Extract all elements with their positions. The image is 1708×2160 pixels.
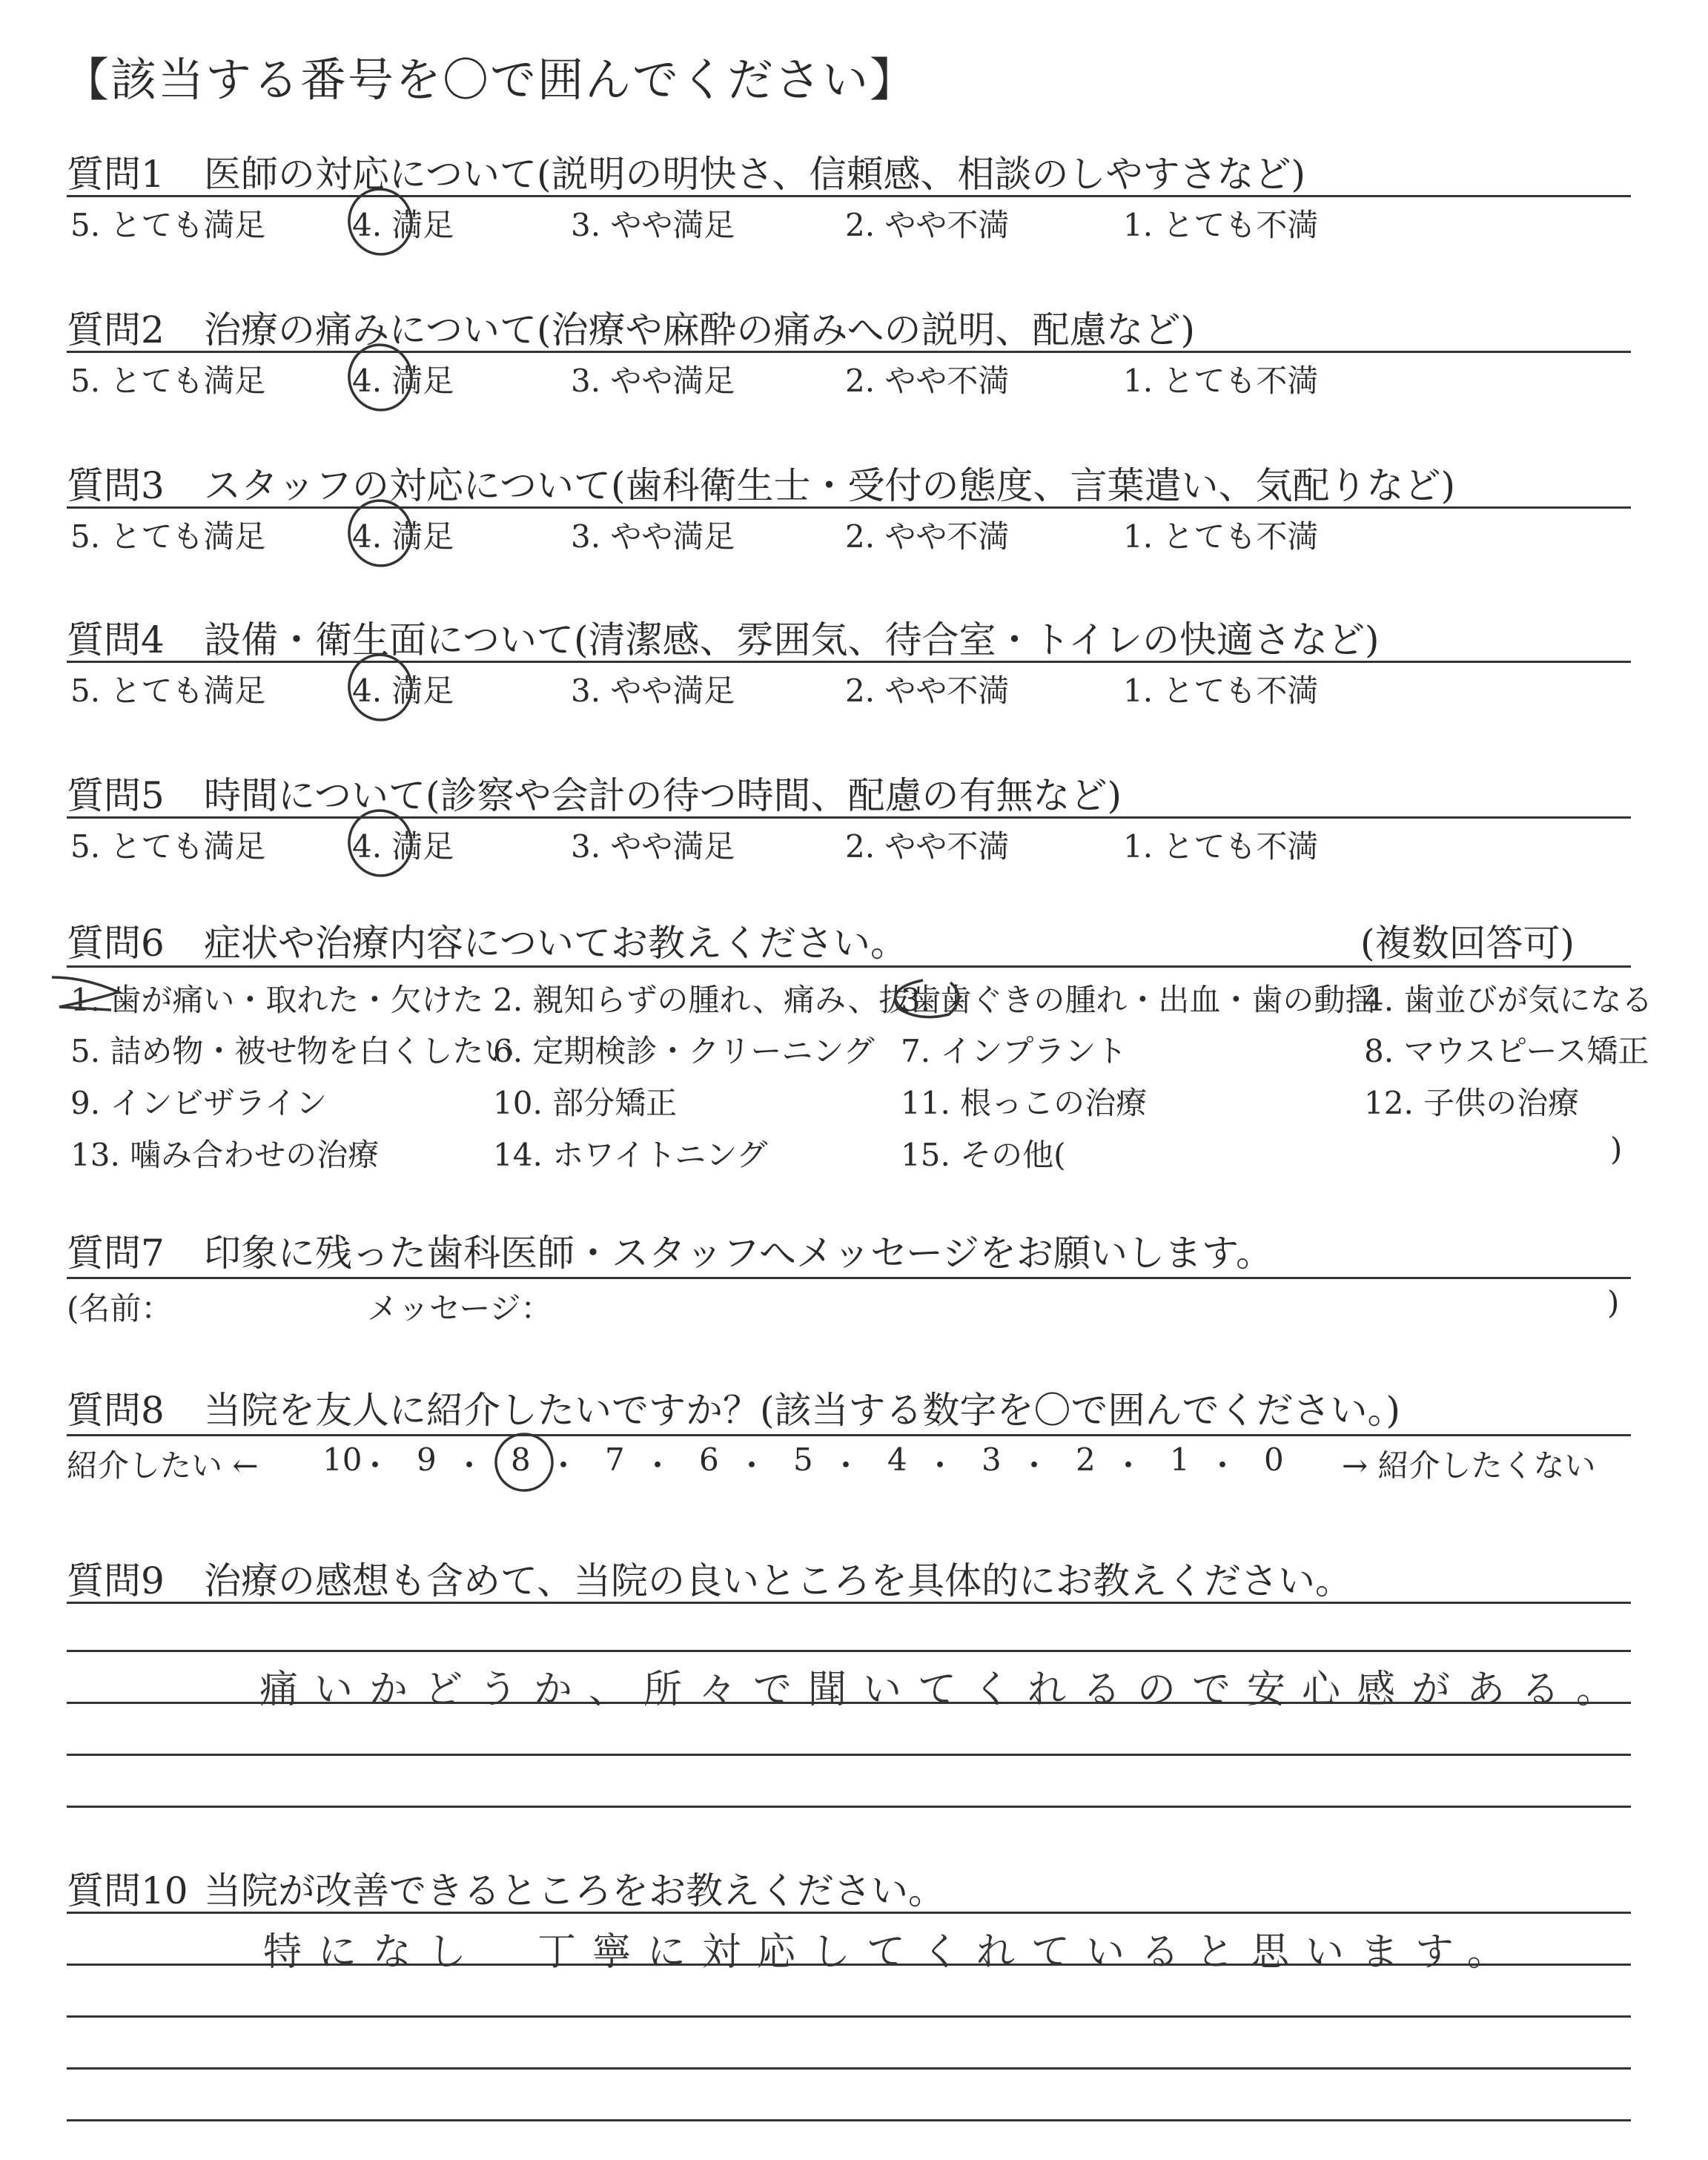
- q8-score-7[interactable]: 7: [605, 1441, 625, 1478]
- q1-text: 医師の対応について(説明の明快さ、信頼感、相談のしやすさなど): [204, 153, 1306, 196]
- q7-label: 質問7: [67, 1232, 165, 1275]
- q8-score-4[interactable]: 4: [887, 1441, 907, 1478]
- q6-option-13[interactable]: 13. 噛み合わせの治療: [70, 1137, 380, 1173]
- q8-separator: ・: [736, 1447, 768, 1484]
- q5-option-5[interactable]: 5. とても満足: [70, 828, 266, 865]
- q6-option-3[interactable]: 3. 歯ぐきの腫れ・出血・歯の動揺: [901, 982, 1377, 1018]
- q6-option-12[interactable]: 12. 子供の治療: [1364, 1085, 1580, 1121]
- q8-separator: ・: [830, 1447, 862, 1484]
- q6-option-11[interactable]: 11. 根っこの治療: [901, 1085, 1148, 1121]
- q8-separator: ・: [1207, 1447, 1239, 1484]
- q8-text: 当院を友人に紹介したいですか？(該当する数字を〇で囲んでください。): [204, 1389, 1401, 1432]
- q6-option-5[interactable]: 5. 詰め物・被せ物を白くしたい: [70, 1033, 515, 1069]
- q8-separator: ・: [1113, 1447, 1145, 1484]
- q6-option-1-mark: [52, 977, 119, 1010]
- q4-option-2[interactable]: 2. やや不満: [845, 673, 1010, 709]
- q3-selection-circle: [343, 495, 417, 572]
- q4-label: 質問4: [67, 618, 165, 661]
- q2-option-1[interactable]: 1. とても不満: [1123, 363, 1319, 399]
- q8-selection-circle: [492, 1430, 556, 1494]
- q7-message-label: メッセージ：: [367, 1290, 552, 1327]
- q2-selection-circle: [343, 339, 417, 416]
- q7-name-label: (名前：: [67, 1290, 173, 1327]
- q2-label: 質問2: [67, 308, 165, 351]
- q2-option-2[interactable]: 2. やや不満: [845, 363, 1010, 399]
- q8-score-1[interactable]: 1: [1170, 1441, 1190, 1478]
- q1-option-2[interactable]: 2. やや不満: [845, 207, 1010, 243]
- q9-handwritten-answer: 痛いかどうか、所々で聞いてくれるので安心感がある。: [259, 1668, 1632, 1712]
- q9-label: 質問9: [67, 1559, 165, 1602]
- q4-option-1[interactable]: 1. とても不満: [1123, 673, 1319, 709]
- q8-label: 質問8: [67, 1389, 165, 1432]
- page-title: 【該当する番号を〇で囲んでください】: [63, 53, 918, 107]
- q8-score-5[interactable]: 5: [793, 1441, 813, 1478]
- q1-option-3[interactable]: 3. やや満足: [571, 207, 735, 243]
- q8-separator: ・: [454, 1447, 486, 1484]
- q8-separator: ・: [1019, 1447, 1050, 1484]
- q6-label: 質問6: [67, 922, 165, 965]
- q5-option-2[interactable]: 2. やや不満: [845, 828, 1010, 865]
- q8-separator: ・: [548, 1447, 580, 1484]
- q3-option-4[interactable]: 4. 満足: [352, 518, 454, 555]
- q2-option-4[interactable]: 4. 満足: [352, 363, 454, 399]
- q4-selection-circle: [343, 649, 417, 726]
- q2-option-5[interactable]: 5. とても満足: [70, 363, 266, 399]
- q2-option-3[interactable]: 3. やや満足: [571, 363, 735, 399]
- q9-text: 治療の感想も含めて、当院の良いところを具体的にお教えください。: [204, 1559, 1352, 1602]
- q1-option-1[interactable]: 1. とても不満: [1123, 207, 1319, 243]
- q6-option-2[interactable]: 2. 親知らずの腫れ、痛み、抜歯: [493, 982, 941, 1018]
- q6-option-9[interactable]: 9. インビザライン: [70, 1085, 328, 1121]
- q4-option-3[interactable]: 3. やや満足: [571, 673, 735, 709]
- q6-option-7[interactable]: 7. インプラント: [901, 1033, 1128, 1069]
- q8-separator: ・: [924, 1447, 956, 1484]
- q3-label: 質問3: [67, 464, 165, 507]
- q5-selection-circle: [343, 805, 417, 882]
- q2-text: 治療の痛みについて(治療や麻酔の痛みへの説明、配慮など): [204, 308, 1196, 351]
- q1-option-5[interactable]: 5. とても満足: [70, 207, 266, 243]
- q7-close-paren: ): [1607, 1284, 1620, 1321]
- q1-option-4[interactable]: 4. 満足: [352, 207, 454, 243]
- q5-text: 時間について(診察や会計の待つ時間、配慮の有無など): [204, 774, 1122, 817]
- q8-score-10[interactable]: 10: [322, 1441, 363, 1478]
- q7-text: 印象に残った歯科医師・スタッフへメッセージをお願いします。: [204, 1232, 1273, 1275]
- q3-option-5[interactable]: 5. とても満足: [70, 518, 266, 555]
- q4-text: 設備・衛生面について(清潔感、雰囲気、待合室・トイレの快適さなど): [204, 618, 1380, 661]
- q5-option-1[interactable]: 1. とても不満: [1123, 828, 1319, 865]
- q5-label: 質問5: [67, 774, 165, 817]
- q8-score-0[interactable]: 0: [1264, 1441, 1284, 1478]
- q6-text: 症状や治療内容についてお教えください。: [204, 922, 907, 965]
- q6-option-15[interactable]: 15. その他(: [901, 1137, 1066, 1173]
- q10-text: 当院が改善できるところをお教えください。: [204, 1869, 945, 1912]
- q8-score-2[interactable]: 2: [1076, 1441, 1096, 1478]
- q3-option-3[interactable]: 3. やや満足: [571, 518, 735, 555]
- q10-label: 質問10: [67, 1869, 188, 1912]
- q3-option-2[interactable]: 2. やや不満: [845, 518, 1010, 555]
- q3-option-1[interactable]: 1. とても不満: [1123, 518, 1319, 555]
- q8-left-label: 紹介したい ←: [67, 1447, 259, 1484]
- q8-score-6[interactable]: 6: [699, 1441, 719, 1478]
- q6-note: (複数回答可): [1360, 922, 1575, 965]
- q10-handwritten-answer: 特になし 丁寧に対応してくれていると思います。: [263, 1930, 1522, 1975]
- q8-right-label: → 紹介したくない: [1342, 1447, 1596, 1484]
- q8-separator: ・: [642, 1447, 674, 1484]
- q8-score-9[interactable]: 9: [417, 1441, 437, 1478]
- q8-separator: ・: [360, 1447, 391, 1484]
- q6-option-10[interactable]: 10. 部分矯正: [493, 1085, 678, 1121]
- q6-other-close-paren: ): [1610, 1131, 1623, 1167]
- q8-score-3[interactable]: 3: [982, 1441, 1002, 1478]
- q6-option-8[interactable]: 8. マウスピース矯正: [1364, 1033, 1649, 1069]
- q6-option-3-circle: [896, 980, 959, 1017]
- q1-selection-circle: [343, 183, 417, 260]
- q6-option-1[interactable]: 1. 歯が痛い・取れた・欠けた: [70, 982, 484, 1018]
- q3-text: スタッフの対応について(歯科衛生士・受付の態度、言葉遣い、気配りなど): [204, 464, 1456, 507]
- q5-option-4[interactable]: 4. 満足: [352, 828, 454, 865]
- q4-option-5[interactable]: 5. とても満足: [70, 673, 266, 709]
- q5-option-3[interactable]: 3. やや満足: [571, 828, 735, 865]
- q6-option-14[interactable]: 14. ホワイトニング: [493, 1137, 768, 1173]
- q4-option-4[interactable]: 4. 満足: [352, 673, 454, 709]
- q6-option-6[interactable]: 6. 定期検診・クリーニング: [493, 1033, 875, 1069]
- q8-score-8[interactable]: 8: [511, 1441, 531, 1478]
- q1-label: 質問1: [67, 153, 165, 196]
- q6-option-4[interactable]: 4. 歯並びが気になる: [1364, 982, 1653, 1018]
